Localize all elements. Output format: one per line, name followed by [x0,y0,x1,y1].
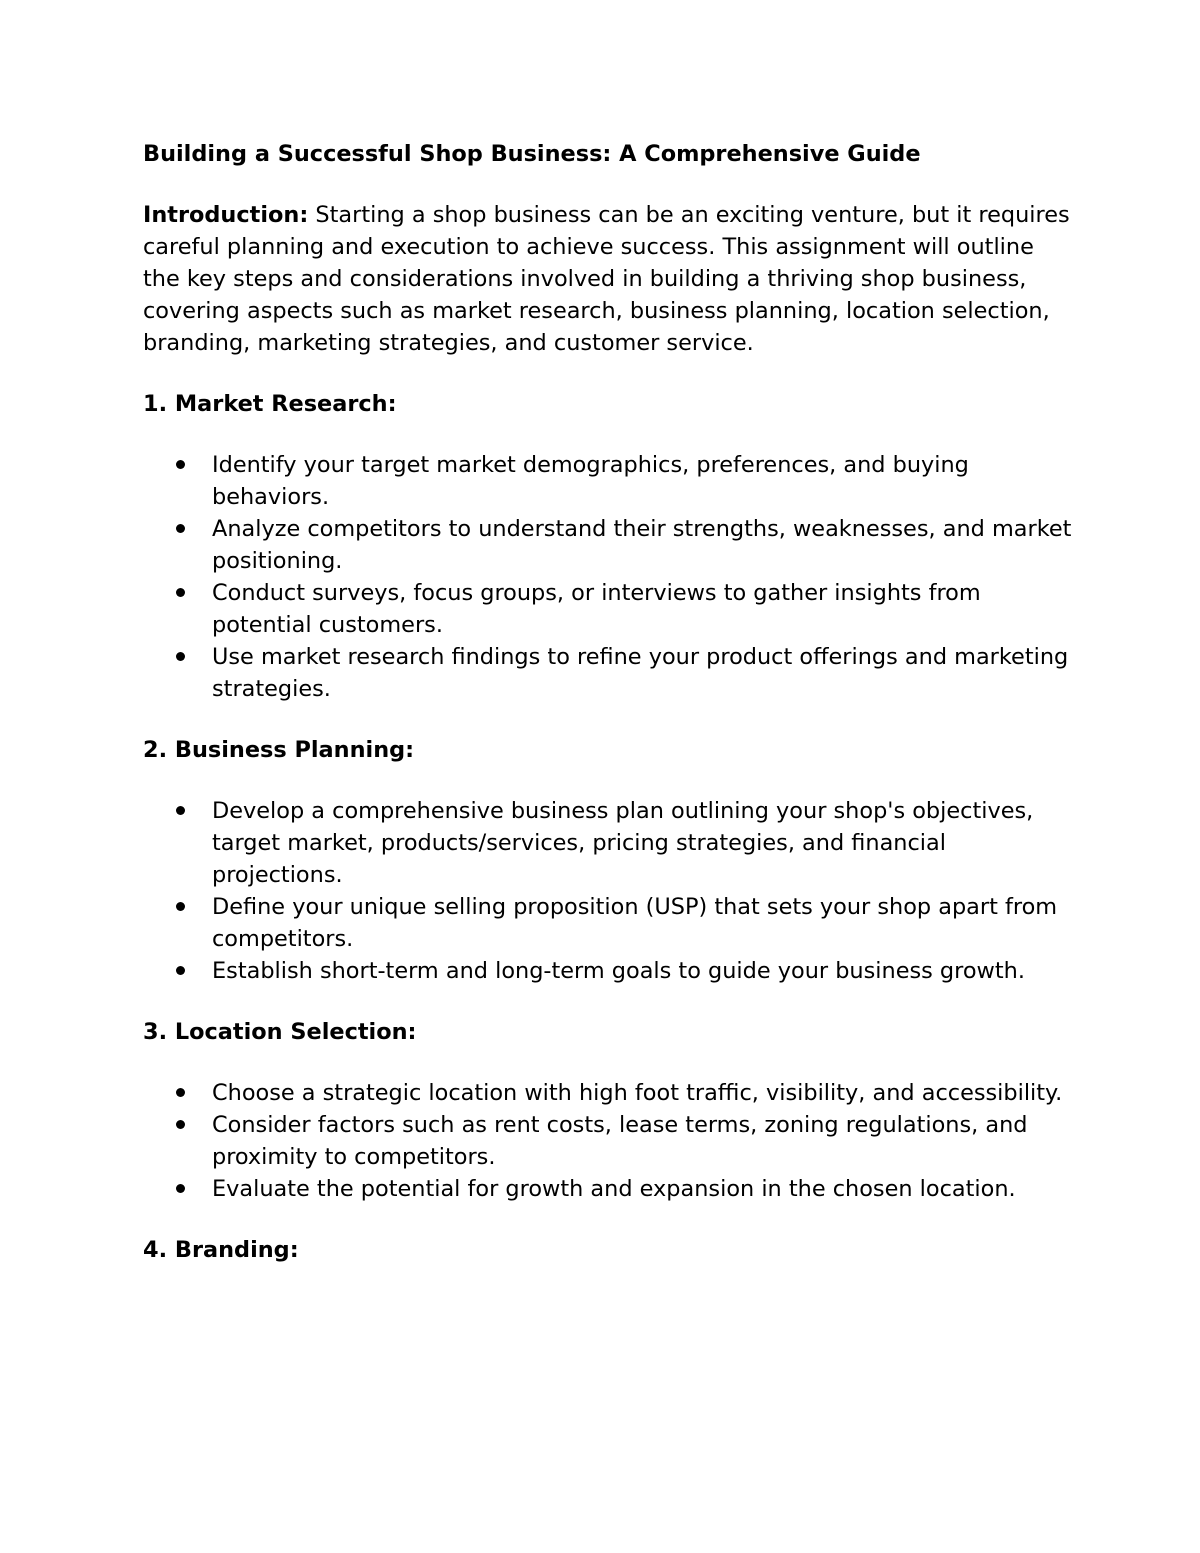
document-title: Building a Successful Shop Business: A Comprehensive Guide [143,141,921,167]
list-item [143,641,1073,705]
list-item [143,955,1073,987]
list-item-text: Use market research findings to refine your product offerings and marketing strategies. [212,644,1069,702]
introduction-paragraph [143,199,1073,359]
list-item-text: Define your unique selling proposition (USP) that sets your shop apart from competitors. [212,894,1058,952]
bullet-icon [176,652,185,661]
list-item-text: Establish short-term and long-term goals to guide your business growth. [212,958,1025,984]
bullet-icon [176,1088,185,1097]
list-item [143,1173,1073,1205]
document-body [143,138,1073,1266]
bullet-icon [176,524,185,533]
list-item [143,449,1073,513]
list-item [143,513,1073,577]
list-item [143,1109,1073,1173]
bullet-icon [176,588,185,597]
section-heading-branding: 4. Branding: [143,1237,299,1263]
list-item-text: Consider factors such as rent costs, lease terms, zoning regulations, and proximity to competitors. [212,1112,1028,1170]
list-item [143,577,1073,641]
section-heading-location-selection: 3. Location Selection: [143,1019,417,1045]
location-selection-list [143,1077,1073,1205]
introduction-label: Introduction: [143,202,309,228]
bullet-icon [176,460,185,469]
list-item [143,891,1073,955]
business-planning-list [143,795,1073,987]
list-item-text: Identify your target market demographics, preferences, and buying behaviors. [212,452,969,510]
section-heading-market-research: 1. Market Research: [143,391,397,417]
bullet-icon [176,1184,185,1193]
list-item [143,795,1073,891]
bullet-icon [176,1120,185,1129]
list-item-text: Conduct surveys, focus groups, or interviews to gather insights from potential customers. [212,580,981,638]
bullet-icon [176,966,185,975]
list-item [143,1077,1073,1109]
bullet-icon [176,806,185,815]
introduction-text: Starting a shop business can be an exciting venture, but it requires careful planning and execution to achieve success. This assignment will outline the key steps and considerations involved in building a thriving shop business, covering aspects such as market research, business planning, location selection, branding, marketing strategies, and customer service. [143,202,1070,356]
list-item-text: Evaluate the potential for growth and expansion in the chosen location. [212,1176,1016,1202]
list-item-text: Develop a comprehensive business plan outlining your shop's objectives, target market, products/services, pricing strategies, and financial projections. [212,798,1034,888]
section-heading-business-planning: 2. Business Planning: [143,737,415,763]
list-item-text: Choose a strategic location with high foot traffic, visibility, and accessibility. [212,1080,1063,1106]
market-research-list [143,449,1073,705]
bullet-icon [176,902,185,911]
list-item-text: Analyze competitors to understand their strengths, weaknesses, and market positioning. [212,516,1072,574]
